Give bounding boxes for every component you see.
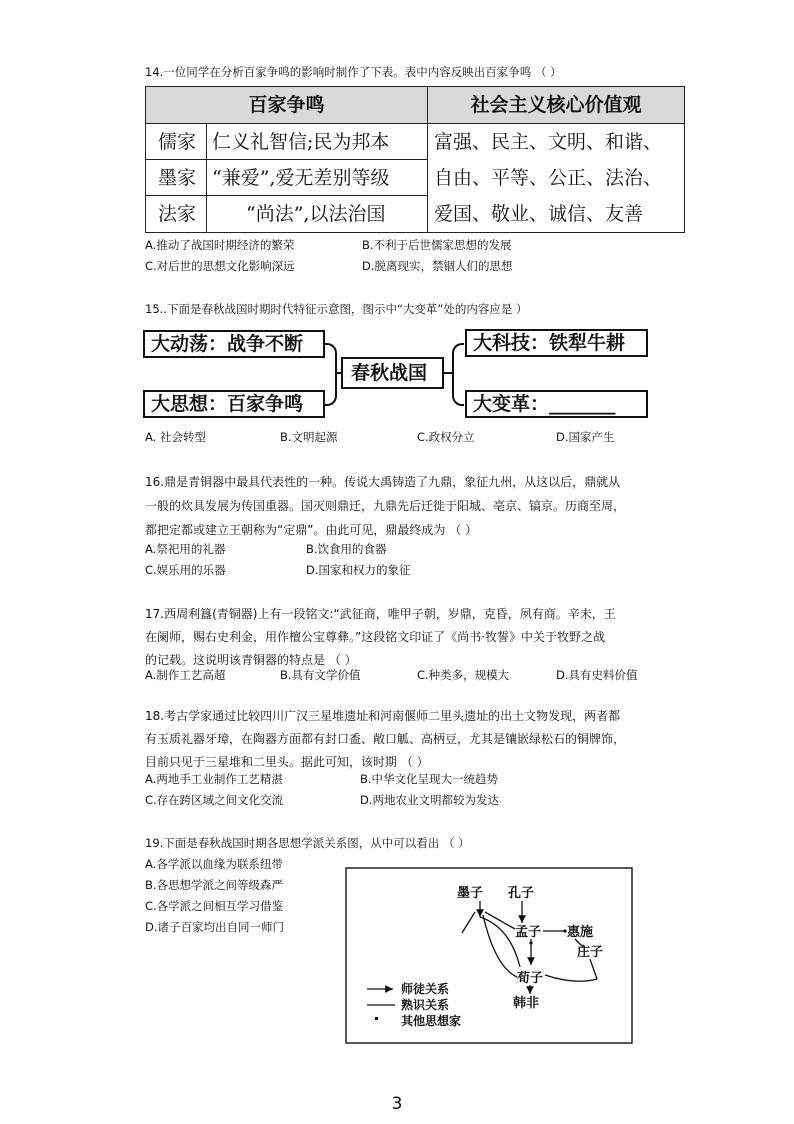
q19-option-a: A.各学派以血缘为联系纽带 <box>145 857 283 871</box>
q19-node-xunzi: 荀子 <box>517 971 544 986</box>
q17-option-a: A.制作工艺高超 <box>145 668 226 682</box>
q16-line-2: 一般的炊具发展为传国重器。国灭则鼎迁，九鼎先后迁徙于阳城、亳京、镐京。历商至周， <box>145 499 626 513</box>
q16-option-b: B.饮食用的食器 <box>306 542 387 556</box>
q14-option-a: A.推动了战国时期经济的繁荣 <box>145 238 295 252</box>
q14-row3-values: 爱国、敬业、诚信、友善 <box>434 203 644 225</box>
q19-node-dot-1 <box>529 941 532 944</box>
q19-legend-other-thinkers: 其他思想家 <box>401 1014 462 1028</box>
q19-edge-mozi-left <box>462 912 475 933</box>
q15-option-c: C.政权分立 <box>417 430 475 444</box>
q14-table-head-left: 百家争鸣 <box>146 87 427 123</box>
q16-line-3: 都把定都或建立王朝称为“定鼎”。由此可见，鼎最终成为 （ ） <box>145 523 478 537</box>
q19-legend-dot <box>375 1017 378 1020</box>
q17-line-2: 在阑师，赐右史利金，用作檀公宝尊彝。”这段铭文印证了《尚书·牧誓》中关于牧野之战 <box>145 630 606 644</box>
q15-option-b: B.文明起源 <box>280 430 338 444</box>
q19-legend <box>367 981 461 1028</box>
q18-line-2: 有玉质礼器牙璋，在陶器方面都有封口盉、敞口觚、高柄豆，尤其是镶嵌绿松石的铜牌饰， <box>145 732 626 746</box>
q14-row3-idea: “尚法”,以法治国 <box>246 203 386 225</box>
q18-line-1: 18.考古学家通过比较四川广汉三星堆遗址和河南偃师二里头遗址的出土文物发现，两者都 <box>145 709 621 723</box>
q15-box-left-bottom: 大思想：百家争鸣 <box>143 390 325 418</box>
q17-line-3: 的记载。这说明该青铜器的特点是 （ ） <box>145 653 357 667</box>
q19-option-d: D.诸子百家均出自同一师门 <box>145 920 285 934</box>
q14-table <box>145 86 685 233</box>
q16-stem <box>145 470 625 542</box>
q17-line-1: 17.西周利簋(青铜器)上有一段铭文:“武征商，唯甲子朝，岁鼎，克昏，夙有商。辛未，王 <box>145 607 616 621</box>
q14-option-b: B.不利于后世儒家思想的发展 <box>362 238 512 252</box>
q15-box-right-bottom: 大变革：_______ <box>465 390 648 418</box>
q14-row1-school: 儒家 <box>158 131 197 153</box>
q19-option-b: B.各思想学派之间等级森严 <box>145 878 284 892</box>
q14-row1-values: 富强、民主、文明、和谐、 <box>434 131 663 153</box>
q19-node-mengzi: 孟子 <box>515 925 542 940</box>
q19-node-hanfei: 韩非 <box>513 996 540 1011</box>
q16-option-d: D.国家和权力的象征 <box>306 563 411 577</box>
q14-stem: 14.一位同学在分析百家争鸣的影响时制作了下表。表中内容反映出百家争鸣 （ ） <box>145 65 562 79</box>
q19-legend-acquaintance: 熟识关系 <box>401 998 450 1012</box>
q17-option-b: B.具有文学价值 <box>280 668 361 682</box>
q14-row2-values: 自由、平等、公正、法治、 <box>434 167 663 189</box>
q19-edge-xunzi-zhuangzi <box>545 959 597 981</box>
page-number: 3 <box>391 1094 403 1114</box>
q14-option-d: D.脱离现实，禁锢人们的思想 <box>362 259 513 273</box>
q14-row2-school: 墨家 <box>158 167 197 189</box>
q19-node-dot-2 <box>563 929 566 932</box>
q15-right-bracket <box>452 343 464 406</box>
q15-left-bracket <box>325 343 337 406</box>
q15-box-right-top: 大科技：铁犁牛耕 <box>465 329 648 357</box>
q19-node-huishi: 惠施 <box>567 925 594 940</box>
q18-stem <box>145 705 625 774</box>
q18-option-b: B.中华文化呈现大一统趋势 <box>360 772 499 786</box>
q15-stem: 15..下面是春秋战国时期时代特征示意图，图示中“大变革”处的内容应是 ） <box>145 302 528 316</box>
q14-row2-idea: “兼爱”,爱无差别等级 <box>212 167 390 189</box>
q18-option-c: C.存在跨区域之间文化交流 <box>145 793 284 807</box>
q18-option-d: D.两地农业文明都较为发达 <box>360 793 500 807</box>
q17-option-c: C.种类多，规模大 <box>417 668 510 682</box>
q15-option-d: D.国家产生 <box>556 430 615 444</box>
q19-relationship-figure <box>345 867 635 1045</box>
q19-node-mozi: 墨子 <box>457 886 484 901</box>
q15-option-a: A. 社会转型 <box>145 430 206 444</box>
q17-stem <box>145 603 616 672</box>
q15-box-left-top: 大动荡：战争不断 <box>143 330 325 358</box>
q14-option-c: C.对后世的思想文化影响深远 <box>145 259 295 273</box>
q16-option-c: C.娱乐用的乐器 <box>145 563 226 577</box>
q19-stem: 19.下面是春秋战国时期各思想学派关系图，从中可以看出 （ ） <box>145 836 470 850</box>
q19-node-zhuangzi: 庄子 <box>577 945 604 960</box>
q16-line-1: 16.鼎是青铜器中最具代表性的一种。传说大禹铸造了九鼎，象征九州，从这以后，鼎就从 <box>145 475 621 489</box>
q14-row3-school: 法家 <box>158 203 197 225</box>
q19-option-c: C.各学派之间相互学习借鉴 <box>145 899 284 913</box>
q15-box-center: 春秋战国 <box>341 357 444 389</box>
q14-row1-idea: 仁义礼智信;民为邦本 <box>212 131 390 153</box>
q18-line-3: 目前只见于三星堆和二里头。据此可知，该时期 （ ） <box>145 755 429 769</box>
q17-option-d: D.具有史料价值 <box>556 668 638 682</box>
q16-option-a: A.祭祀用的礼器 <box>145 542 226 556</box>
q19-legend-teacher-student: 师徒关系 <box>401 982 450 996</box>
q18-option-a: A.两地手工业制作工艺精湛 <box>145 772 283 786</box>
q19-node-kongzi: 孔子 <box>508 886 535 901</box>
q14-table-head-right: 社会主义核心价值观 <box>428 87 684 123</box>
